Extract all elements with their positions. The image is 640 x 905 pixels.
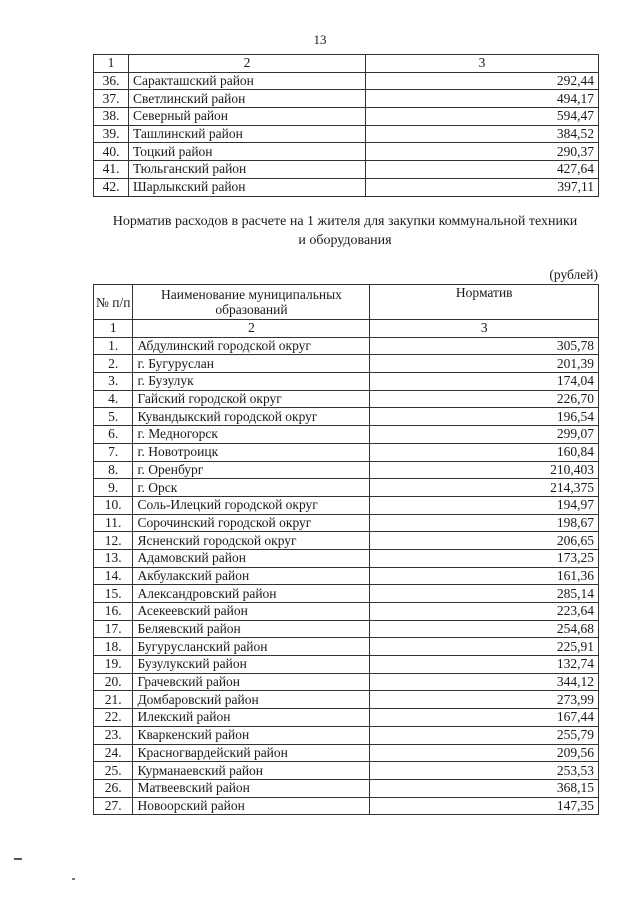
municipality-name: Курманаевский район — [133, 762, 370, 780]
norm-value: 299,07 — [370, 426, 599, 444]
row-number: 38. — [94, 108, 129, 126]
municipality-name: Кувандыкский городской округ — [133, 408, 370, 426]
municipality-name: Шарлыкский район — [129, 178, 366, 196]
row-number: 16. — [94, 603, 133, 621]
municipality-name: Сорочинский городской округ — [133, 514, 370, 532]
norm-value: 368,15 — [370, 779, 599, 797]
table-row — [94, 691, 599, 709]
municipality-name: Адамовский район — [133, 549, 370, 567]
page-number: 13 — [313, 32, 327, 47]
municipality-name: Саракташский район — [129, 72, 366, 90]
norm-value: 344,12 — [370, 673, 599, 691]
municipality-name: Грачевский район — [133, 673, 370, 691]
norm-value: 594,47 — [366, 108, 599, 126]
row-number: 39. — [94, 125, 129, 143]
row-number: 20. — [94, 673, 133, 691]
table-row — [94, 496, 599, 514]
table-row — [94, 779, 599, 797]
scan-mark — [14, 858, 22, 860]
row-number: 1. — [94, 337, 133, 355]
row-number: 17. — [94, 620, 133, 638]
municipality-name: Новоорский район — [133, 797, 370, 815]
row-number: 25. — [94, 762, 133, 780]
municipality-name: Акбулакский район — [133, 567, 370, 585]
column-index-2: 2 — [129, 55, 366, 73]
table-row — [94, 673, 599, 691]
row-number: 22. — [94, 709, 133, 727]
norm-value: 397,11 — [366, 178, 599, 196]
municipality-name: Александровский район — [133, 585, 370, 603]
norm-value: 214,375 — [370, 479, 599, 497]
row-number: 14. — [94, 567, 133, 585]
table-row — [94, 355, 599, 373]
header-number: № п/п — [94, 285, 133, 320]
municipality-name: Светлинский район — [129, 90, 366, 108]
municipality-name: г. Оренбург — [133, 461, 370, 479]
table-row — [94, 72, 599, 90]
row-number: 2. — [94, 355, 133, 373]
row-number: 8. — [94, 461, 133, 479]
header-name: Наименование муниципальных образований — [133, 285, 370, 320]
row-number: 5. — [94, 408, 133, 426]
norm-value: 209,56 — [370, 744, 599, 762]
row-number: 11. — [94, 514, 133, 532]
row-number: 6. — [94, 426, 133, 444]
column-index-3: 3 — [370, 320, 599, 338]
column-index-1: 1 — [94, 320, 133, 338]
row-number: 27. — [94, 797, 133, 815]
table-row — [94, 390, 599, 408]
row-number: 4. — [94, 390, 133, 408]
table-row — [94, 656, 599, 674]
scan-dot — [72, 878, 75, 880]
column-index-2: 2 — [133, 320, 370, 338]
municipality-name: Ташлинский район — [129, 125, 366, 143]
table-row — [94, 567, 599, 585]
row-number: 13. — [94, 549, 133, 567]
norm-value: 201,39 — [370, 355, 599, 373]
municipality-name: г. Бугуруслан — [133, 355, 370, 373]
municipality-name: Кваркенский район — [133, 726, 370, 744]
norm-value: 206,65 — [370, 532, 599, 550]
table-row — [94, 603, 599, 621]
municipality-name: Матвеевский район — [133, 779, 370, 797]
norm-value: 225,91 — [370, 638, 599, 656]
municipality-name: Тоцкий район — [129, 143, 366, 161]
row-number: 24. — [94, 744, 133, 762]
municipality-name: Соль-Илецкий городской округ — [133, 496, 370, 514]
municipality-name: Гайский городской округ — [133, 390, 370, 408]
municipality-name: Бузулукский район — [133, 656, 370, 674]
norm-value: 198,67 — [370, 514, 599, 532]
row-number: 41. — [94, 161, 129, 179]
norm-value: 174,04 — [370, 373, 599, 391]
municipality-name: Беляевский район — [133, 620, 370, 638]
row-number: 21. — [94, 691, 133, 709]
norm-value: 253,53 — [370, 762, 599, 780]
table-row — [94, 744, 599, 762]
norm-value: 384,52 — [366, 125, 599, 143]
table-row — [94, 797, 599, 815]
table-row — [94, 443, 599, 461]
table-row — [94, 461, 599, 479]
table-row — [94, 514, 599, 532]
norm-value: 290,37 — [366, 143, 599, 161]
header-value: Норматив — [370, 285, 599, 320]
municipality-name: Северный район — [129, 108, 366, 126]
municipality-name: Домбаровский район — [133, 691, 370, 709]
norm-value: 194,97 — [370, 496, 599, 514]
municipality-name: Асекеевский район — [133, 603, 370, 621]
norm-table — [93, 284, 599, 815]
table-row — [94, 426, 599, 444]
table-row — [94, 532, 599, 550]
row-number: 42. — [94, 178, 129, 196]
municipality-name: Абдулинский городской округ — [133, 337, 370, 355]
municipality-name: г. Бузулук — [133, 373, 370, 391]
row-number: 10. — [94, 496, 133, 514]
norm-value: 285,14 — [370, 585, 599, 603]
table-row — [94, 125, 599, 143]
row-number: 7. — [94, 443, 133, 461]
row-number: 18. — [94, 638, 133, 656]
municipality-name: Ясненский городской округ — [133, 532, 370, 550]
row-number: 26. — [94, 779, 133, 797]
row-number: 15. — [94, 585, 133, 603]
norm-value: 254,68 — [370, 620, 599, 638]
row-number: 9. — [94, 479, 133, 497]
table-row — [94, 620, 599, 638]
norm-value: 132,74 — [370, 656, 599, 674]
row-number: 23. — [94, 726, 133, 744]
table-row — [94, 161, 599, 179]
norm-value: 273,99 — [370, 691, 599, 709]
norm-value: 173,25 — [370, 549, 599, 567]
continuation-table — [93, 54, 599, 197]
table-subheader-row — [94, 320, 599, 338]
row-number: 3. — [94, 373, 133, 391]
norm-value: 161,36 — [370, 567, 599, 585]
table-row — [94, 585, 599, 603]
table-row — [94, 408, 599, 426]
municipality-name: Красногвардейский район — [133, 744, 370, 762]
municipality-name: Илекский район — [133, 709, 370, 727]
table-row — [94, 337, 599, 355]
unit-label: (рублей) — [549, 267, 598, 282]
table-row — [94, 762, 599, 780]
norm-value: 255,79 — [370, 726, 599, 744]
row-number: 36. — [94, 72, 129, 90]
municipality-name: Тюльганский район — [129, 161, 366, 179]
row-number: 37. — [94, 90, 129, 108]
table-row — [94, 549, 599, 567]
row-number: 19. — [94, 656, 133, 674]
norm-value: 226,70 — [370, 390, 599, 408]
municipality-name: Бугурусланский район — [133, 638, 370, 656]
table-header-row — [94, 285, 599, 320]
norm-value: 210,403 — [370, 461, 599, 479]
municipality-name: г. Медногорск — [133, 426, 370, 444]
column-index-3: 3 — [366, 55, 599, 73]
row-number: 40. — [94, 143, 129, 161]
table-row — [94, 108, 599, 126]
norm-value: 427,64 — [366, 161, 599, 179]
municipality-name: г. Новотроицк — [133, 443, 370, 461]
table-row — [94, 178, 599, 196]
table-row — [94, 726, 599, 744]
norm-value: 494,17 — [366, 90, 599, 108]
column-index-1: 1 — [94, 55, 129, 73]
norm-value: 305,78 — [370, 337, 599, 355]
norm-value: 292,44 — [366, 72, 599, 90]
norm-value: 160,84 — [370, 443, 599, 461]
table-row — [94, 479, 599, 497]
table-row — [94, 709, 599, 727]
table-row — [94, 90, 599, 108]
table-row — [94, 143, 599, 161]
norm-value: 223,64 — [370, 603, 599, 621]
municipality-name: г. Орск — [133, 479, 370, 497]
table-row — [94, 373, 599, 391]
table-row — [94, 638, 599, 656]
norm-value: 167,44 — [370, 709, 599, 727]
table-caption: Норматив расходов в расчете на 1 жителя для закупки коммунальной техники и оборудования — [112, 214, 578, 248]
table-header-row — [94, 55, 599, 73]
norm-value: 196,54 — [370, 408, 599, 426]
norm-value: 147,35 — [370, 797, 599, 815]
row-number: 12. — [94, 532, 133, 550]
